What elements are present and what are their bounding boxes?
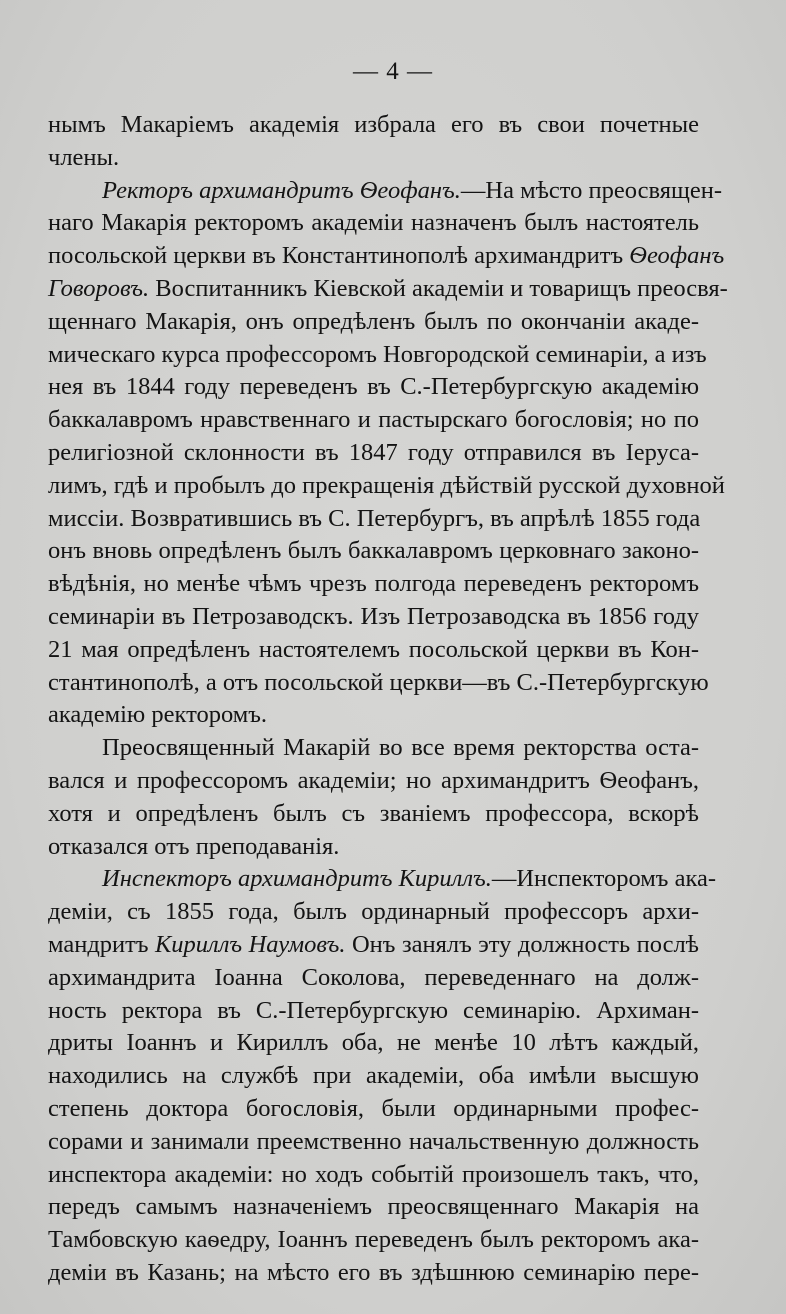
text-line xyxy=(48,962,699,994)
text-line xyxy=(102,863,717,895)
line-text: щеннаго Макарія, онъ опредѣленъ былъ по окончаніи акаде- xyxy=(48,307,699,335)
text-line xyxy=(48,896,699,928)
text-line xyxy=(48,207,699,239)
line-text: Тамбовскую каѳедру, Іоаннъ переведенъ былъ ректоромъ ака- xyxy=(48,1226,699,1254)
line-text: находились на службѣ при академіи, оба имѣли высшую xyxy=(48,1062,699,1090)
text-line xyxy=(48,1257,699,1289)
text-line xyxy=(48,339,707,371)
line-text: отказался отъ преподаванія. xyxy=(48,832,340,860)
text-line xyxy=(48,995,699,1027)
italic-name-text: Кириллъ Наумовъ. xyxy=(155,931,346,958)
line-text: архимандрита Іоанна Соколова, переведеннаго на долж- xyxy=(48,963,699,991)
text-line xyxy=(48,699,699,731)
line-text: деміи въ Казань; на мѣсто его въ здѣшнюю семинарію пере- xyxy=(48,1259,699,1286)
line-text: деміи, съ 1855 года, былъ ординарный профессоръ архи- xyxy=(48,898,699,926)
italic-name-text: Ректоръ архимандритъ Ѳеофанъ. xyxy=(102,176,461,204)
line-text: нея въ 1844 году переведенъ въ С.-Петербургскую академію xyxy=(48,373,699,401)
text-line xyxy=(48,535,699,567)
line-text: Онъ занялъ эту должность послѣ xyxy=(345,931,699,958)
line-text: лимъ, гдѣ и пробылъ до прекращенія дѣйствій русской духовной xyxy=(48,471,725,499)
line-text: Преосвященный Макарій во все время ректорства оста- xyxy=(102,734,699,762)
line-text: семинаріи въ Петрозаводскъ. Изъ Петрозаводска въ 1856 году xyxy=(48,603,699,630)
text-line xyxy=(48,1093,699,1125)
line-text: передъ самымъ назначеніемъ преосвященнаго Макарія на xyxy=(48,1193,699,1221)
text-line xyxy=(48,601,699,633)
line-text: члены. xyxy=(48,143,120,171)
line-text: степень доктора богословія, были ординарными профес- xyxy=(48,1095,699,1122)
text-line xyxy=(48,1159,699,1191)
italic-name-text: Говоровъ. xyxy=(48,275,150,302)
text-line xyxy=(48,667,709,699)
page-number: — 4 — xyxy=(353,58,433,85)
text-line xyxy=(48,240,725,272)
text-line xyxy=(102,175,723,207)
line-text: вался и профессоромъ академіи; но архимандритъ Ѳеофанъ, xyxy=(48,767,699,794)
line-text: онъ вновь опредѣленъ былъ баккалавромъ церковнаго законо- xyxy=(48,537,699,565)
text-line xyxy=(48,470,725,502)
text-line xyxy=(48,404,699,436)
text-line xyxy=(48,1027,699,1059)
text-line xyxy=(48,1224,699,1256)
line-text: сорами и занимали преемственно начальственную должность xyxy=(48,1127,699,1155)
line-text: хотя и опредѣленъ былъ съ званіемъ профессора, вскорѣ xyxy=(48,799,699,827)
line-text: ность ректора въ С.-Петербургскую семинарію. Архиман- xyxy=(48,996,699,1024)
italic-name-text: Инспекторъ архимандритъ Кириллъ. xyxy=(102,865,492,893)
line-text: стантинополѣ, а отъ посольской церкви—въ С.-Петербургскую xyxy=(48,668,709,696)
text-line xyxy=(102,732,699,764)
line-text: наго Макарія ректоромъ академіи назначенъ былъ настоятель xyxy=(48,209,699,237)
text-line xyxy=(48,1060,699,1092)
text-line xyxy=(48,306,699,338)
text-line xyxy=(48,568,699,600)
line-text: миссіи. Возвратившись въ С. Петербургъ, въ апрѣлѣ 1855 года xyxy=(48,504,701,532)
line-text: дриты Іоаннъ и Кириллъ оба, не менѣе 10 лѣтъ каждый, xyxy=(48,1029,699,1057)
line-text: 21 мая опредѣленъ настоятелемъ посольской церкви въ Кон- xyxy=(48,635,699,663)
line-text: —Инспекторомъ ака- xyxy=(491,865,717,893)
text-line xyxy=(48,765,699,797)
line-text: посольской церкви въ Константинополѣ архимандритъ xyxy=(48,242,630,270)
text-line xyxy=(48,437,699,469)
text-line xyxy=(48,1191,699,1223)
text-line xyxy=(48,929,699,961)
line-text: баккалавромъ нравственнаго и пастырскаго богословія; но по xyxy=(48,406,699,434)
line-text: вѣдѣнія, но менѣе чѣмъ чрезъ полгода переведенъ ректоромъ xyxy=(48,570,699,598)
text-line xyxy=(48,371,699,403)
text-line xyxy=(48,109,699,141)
line-text: мическаго курса профессоромъ Новгородской семинаріи, а изъ xyxy=(48,340,707,368)
italic-name-text: Ѳеофанъ xyxy=(629,242,725,270)
line-text: религіозной склонности въ 1847 году отправился въ Іеруса- xyxy=(48,439,699,466)
line-text: мандритъ xyxy=(48,931,155,958)
text-line xyxy=(48,273,728,305)
line-text: —На мѣсто преосвящен- xyxy=(460,176,723,204)
line-text: нымъ Макаріемъ академія избрала его въ свои почетные xyxy=(48,111,699,138)
text-line xyxy=(48,798,699,830)
line-text: инспектора академіи: но ходъ событій произошелъ такъ, что, xyxy=(48,1160,699,1188)
line-text: Воспитанникъ Кіевской академіи и товарищъ преосвя- xyxy=(149,275,728,302)
text-line xyxy=(48,503,699,535)
text-line xyxy=(48,1126,699,1158)
text-line xyxy=(48,142,699,174)
text-line xyxy=(48,634,699,666)
line-text: академію ректоромъ. xyxy=(48,701,268,729)
text-line xyxy=(48,831,699,863)
